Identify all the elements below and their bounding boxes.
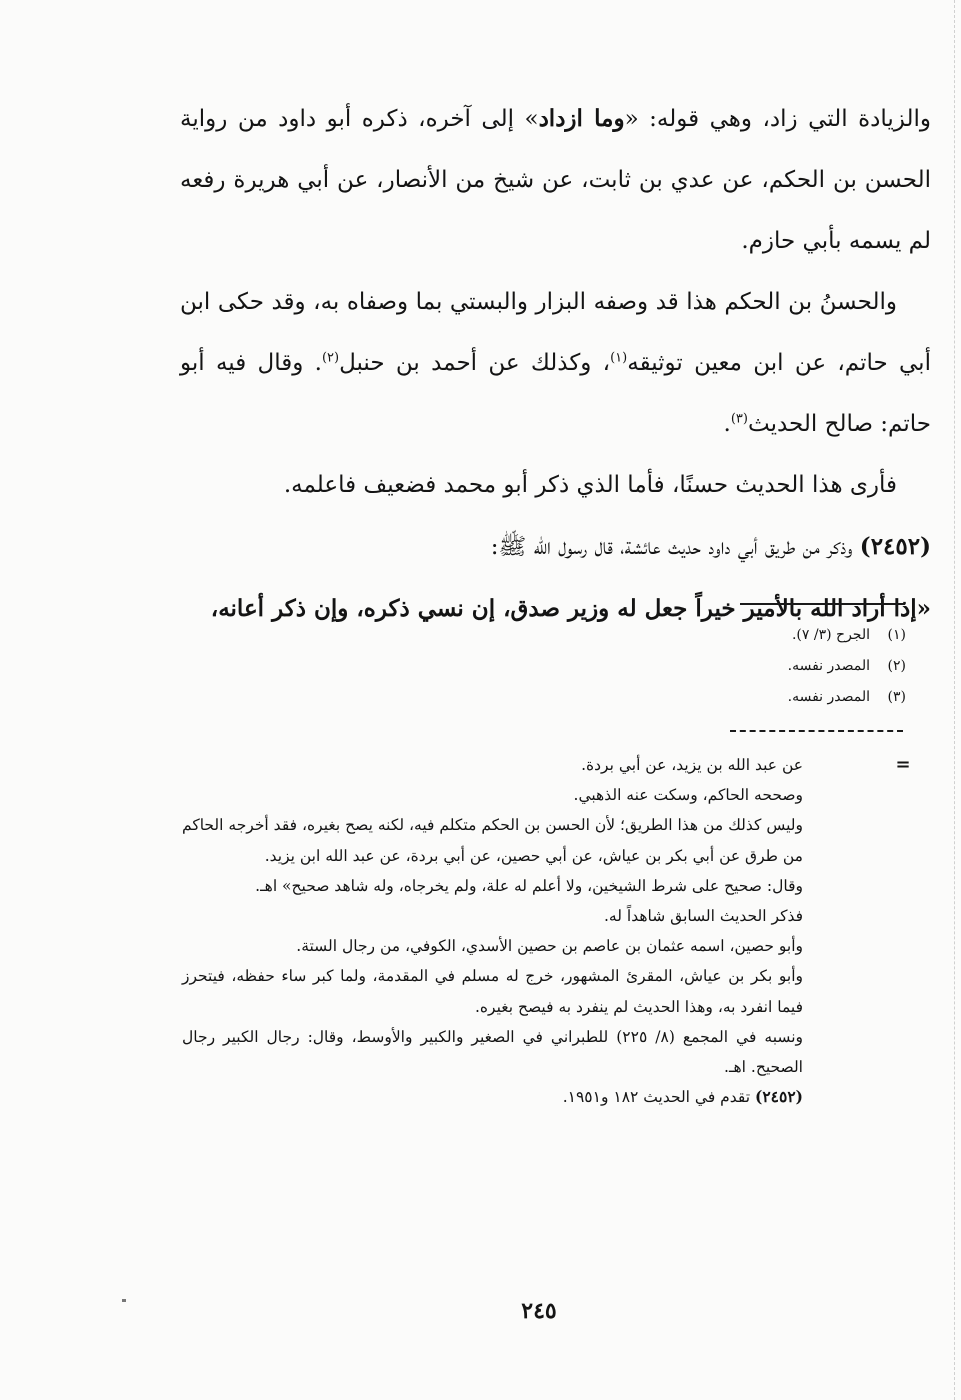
text-span: والحسنُ بن الحكم هذا قد وصفه البزار والبستي بما وصفاه به، وقد حكى ابن أبي حاتم، عن ابن معين توثيقه xyxy=(180,289,931,376)
paragraph-1 xyxy=(180,88,931,272)
footnote-separator xyxy=(740,603,905,605)
commentary-line: وصححه الحاكم، وسكت عنه الذهبي. xyxy=(573,786,803,805)
quoted-phrase: وما ازداد xyxy=(538,105,625,132)
text-span: . xyxy=(723,411,731,437)
paragraph-2 xyxy=(180,272,931,455)
commentary-line: ونسبه في المجمع (٨/ ٢٢٥) للطبراني في الصغير والكبير والأوسط، وقال: رجال الكبير رجال الصحيح. اهـ. xyxy=(182,1027,803,1077)
paragraph-4 xyxy=(180,516,931,578)
footnote-text: الجرح (٣/ ٧). xyxy=(791,627,870,643)
paragraph-3: فأرى هذا الحديث حسنًا، فأما الذي ذكر أبو محمد فضعيف فاعلمه. xyxy=(283,472,897,498)
commentary-last xyxy=(182,1082,923,1112)
footnote-text: المصدر نفسه. xyxy=(787,689,870,705)
footnote xyxy=(440,682,906,713)
main-text xyxy=(180,88,931,639)
footnote-ref: (١) xyxy=(610,350,628,366)
scan-speck xyxy=(122,1299,126,1302)
commentary-line: وقال: صحيح على شرط الشيخين، ولا أعلم له علة، ولم يخرجاه، وله شاهد صحيح» اهـ. xyxy=(255,876,803,895)
commentary-line: وأبو بكر بن عياش، المقرئ المشهور، خرج له مسلم في المقدمة، ولما كبر ساء حفظه، فيتحرز فيما انفرد به، وهذا الحديث لم ينفرد به فيصح بغيره. xyxy=(182,967,803,1016)
text-span: » إلى آخره، ذكره أبو داود من رواية الحسن بن الحكم، عن عدي بن ثابت، عن شيخ من الأنصار، عن أبي هريرة رفعه لم يسمه بأبي حازم. xyxy=(180,106,931,254)
commentary xyxy=(182,750,923,1112)
hadith-text: «إذا أراد الله بالأمير خيراً جعل له وزير صدق، إن نسي ذكره، وإن ذكر أعانه، xyxy=(210,595,931,622)
footnotes xyxy=(440,620,906,713)
footnote-text: المصدر نفسه. xyxy=(787,658,870,674)
commentary-line: عن عبد الله بن يزيد، عن أبي بردة. xyxy=(581,756,803,774)
commentary-separator xyxy=(730,730,903,732)
continuation-mark: = xyxy=(895,754,911,775)
footnote xyxy=(440,620,906,651)
scan-edge xyxy=(952,0,955,1400)
footnote-number: (٣) xyxy=(887,689,906,705)
text-span: ، وكذلك عن أحمد بن حنبل xyxy=(339,350,611,376)
footnote-ref: (٢) xyxy=(321,350,340,366)
footnote-number: (١) xyxy=(887,627,906,643)
footnote-ref: (٣) xyxy=(730,411,748,427)
hadith-number: (٢٤٥٢) xyxy=(859,533,931,560)
footnote-number: (٢) xyxy=(887,658,906,674)
commentary-line: وليس كذلك من هذا الطريق؛ لأن الحسن بن الحكم متكلم فيه، لكنه يصح بغيره، فقد أخرجه الحاكم من طرق عن أبي بكر بن عياش، عن أبي حصين، عن أبي بردة، عن عبد الله ابن يزيد. xyxy=(182,816,803,865)
text-span: . وقال فيه أبو حاتم: صالح الحديث xyxy=(180,350,931,437)
commentary-text: تقدم في الحديث ١٨٢ و١٩٥١. xyxy=(562,1088,751,1107)
text-span: وذكر من طريق أبي داود حديث عائشة، قال رسول الله ﷺ: xyxy=(490,534,853,560)
footnote xyxy=(440,651,906,682)
commentary-line: وأبو حصين، اسمه عثمان بن عاصم بن حصين الأسدي، الكوفي، من رجال الستة. xyxy=(296,937,803,956)
commentary-line: فذكر الحديث السابق شاهداً له. xyxy=(604,907,803,926)
text-span: والزيادة التي زاد، وهي قوله: « xyxy=(624,106,931,132)
hadith-number: (٢٤٥٢) xyxy=(755,1087,803,1107)
page-number: ٢٤٥ xyxy=(521,1298,557,1324)
